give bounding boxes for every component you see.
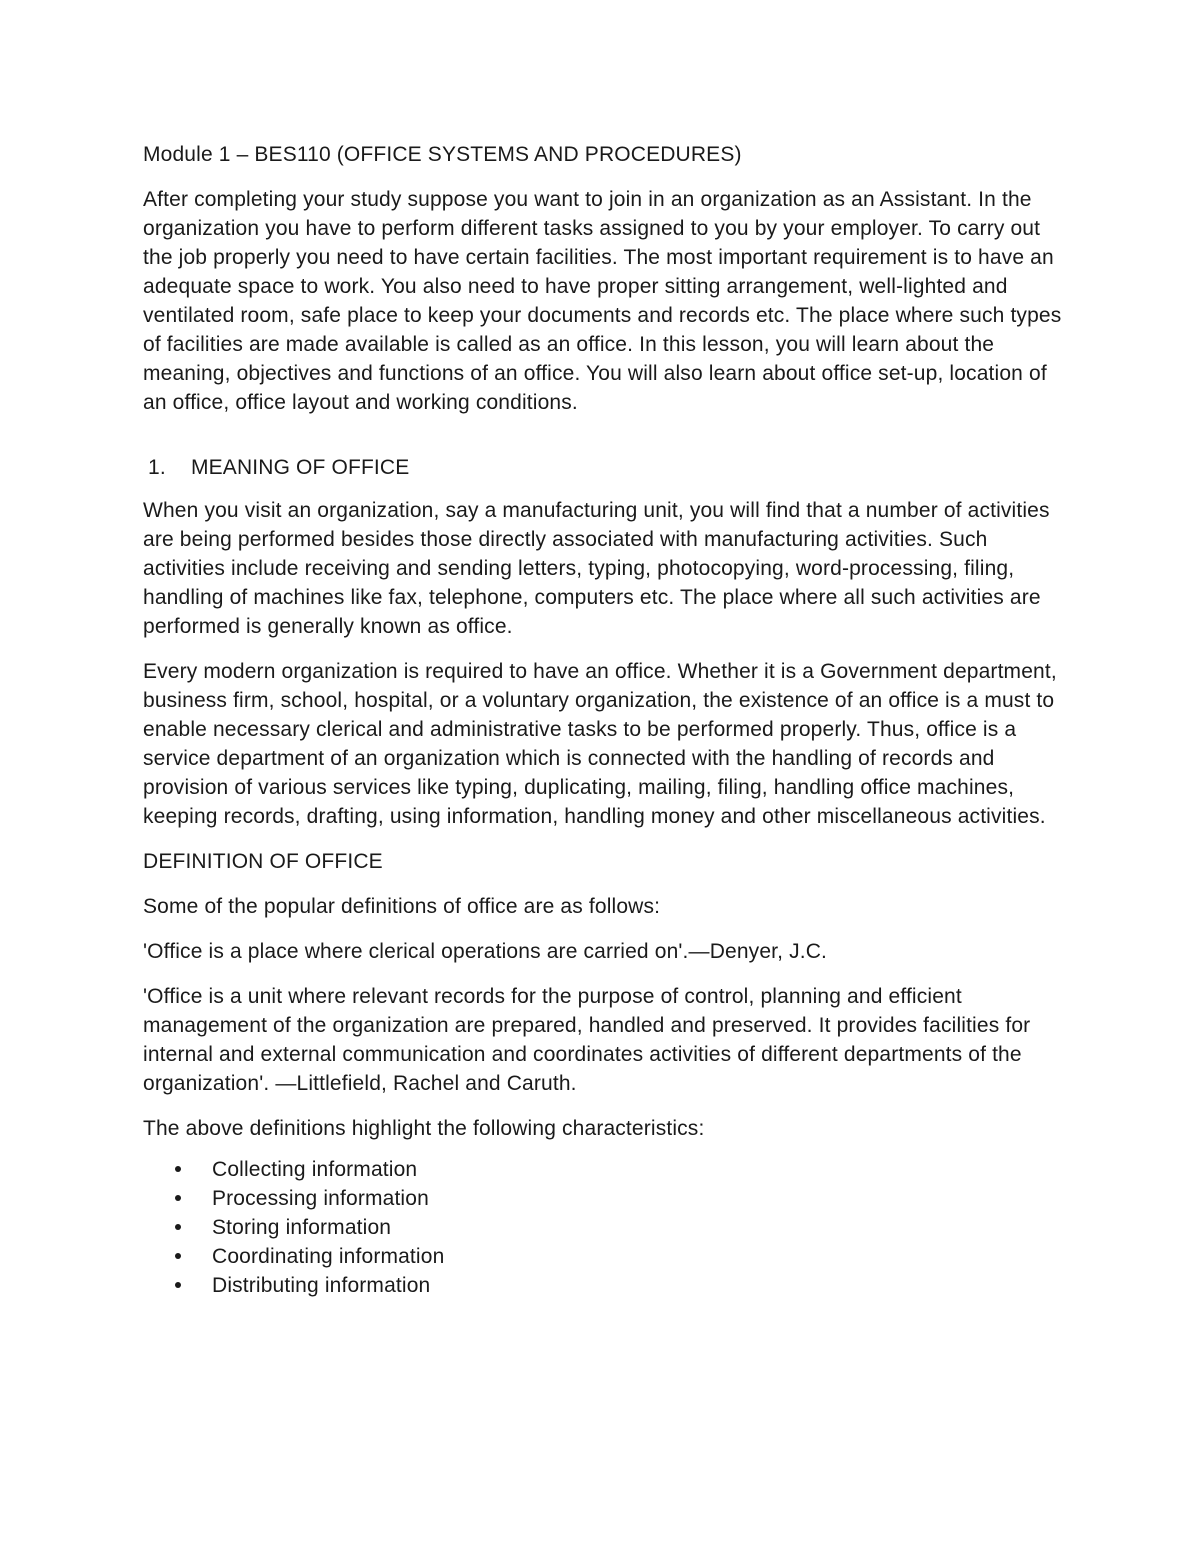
list-item bbox=[143, 1242, 1063, 1271]
list-item-text: Storing information bbox=[212, 1216, 392, 1239]
list-item bbox=[143, 1184, 1063, 1213]
definition-lead: Some of the popular definitions of office are as follows: bbox=[143, 895, 661, 918]
section-heading-meaning bbox=[143, 453, 1063, 482]
list-item-text: Distributing information bbox=[212, 1274, 431, 1297]
bullet-icon bbox=[175, 1282, 181, 1288]
meaning-paragraph-1: When you visit an organization, say a manufacturing unit, you will find that a number of activities are being performed besides those directly associated with manufacturing activities. Such activities include receiving and sending letters, typing, photocopying, word-processing, filing, handling of machines like fax, telephone, computers etc. The place where all such activities are performed is generally known as office. bbox=[143, 499, 1050, 638]
list-item-text: Coordinating information bbox=[212, 1245, 445, 1268]
bullet-icon bbox=[175, 1253, 181, 1259]
meaning-paragraph-2: Every modern organization is required to have an office. Whether it is a Government department, business firm, school, hospital, or a voluntary organization, the existence of an office is a must to enable necessary clerical and administrative tasks to be performed properly. Thus, office is a service department of an organization which is connected with the handling of records and provision of various services like typing, duplicating, mailing, filing, handling office machines, keeping records, drafting, using information, handling money and other miscellaneous activities. bbox=[143, 660, 1057, 828]
characteristics-lead: The above definitions highlight the following characteristics: bbox=[143, 1117, 705, 1140]
section-heading-text: MEANING OF OFFICE bbox=[191, 456, 410, 479]
list-item-text: Collecting information bbox=[212, 1158, 418, 1181]
list-item bbox=[143, 1271, 1063, 1300]
bullet-icon bbox=[175, 1224, 181, 1230]
bullet-icon bbox=[175, 1195, 181, 1201]
bullet-icon bbox=[175, 1166, 181, 1172]
list-item bbox=[143, 1155, 1063, 1184]
definition-heading: DEFINITION OF OFFICE bbox=[143, 850, 383, 873]
document-page bbox=[143, 140, 1063, 1300]
list-item-text: Processing information bbox=[212, 1187, 429, 1210]
intro-paragraph: After completing your study suppose you want to join in an organization as an Assistant. In the organization you have to perform different tasks assigned to you by your employer. To carry out the job properly you need to have certain facilities. The most important requirement is to have an adequate space to work. You also need to have proper sitting arrangement, well-lighted and ventilated room, safe place to keep your documents and records etc. The place where such types of facilities are made available is called as an office. In this lesson, you will learn about the meaning, objectives and functions of an office. You will also learn about office set-up, location of an office, office layout and working conditions. bbox=[143, 188, 1062, 414]
definition-quote-littlefield: 'Office is a unit where relevant records for the purpose of control, planning and efficient management of the organization are prepared, handled and preserved. It provides facilities for internal and external communication and coordinates activities of different departments of the organization'. —Littlefield, Rachel and Caruth. bbox=[143, 985, 1031, 1095]
list-item bbox=[143, 1213, 1063, 1242]
definition-quote-denyer: 'Office is a place where clerical operations are carried on'.—Denyer, J.C. bbox=[143, 940, 828, 963]
document-title: Module 1 – BES110 (OFFICE SYSTEMS AND PROCEDURES) bbox=[143, 143, 742, 166]
characteristics-list bbox=[143, 1155, 1063, 1300]
section-number: 1. bbox=[148, 456, 166, 479]
